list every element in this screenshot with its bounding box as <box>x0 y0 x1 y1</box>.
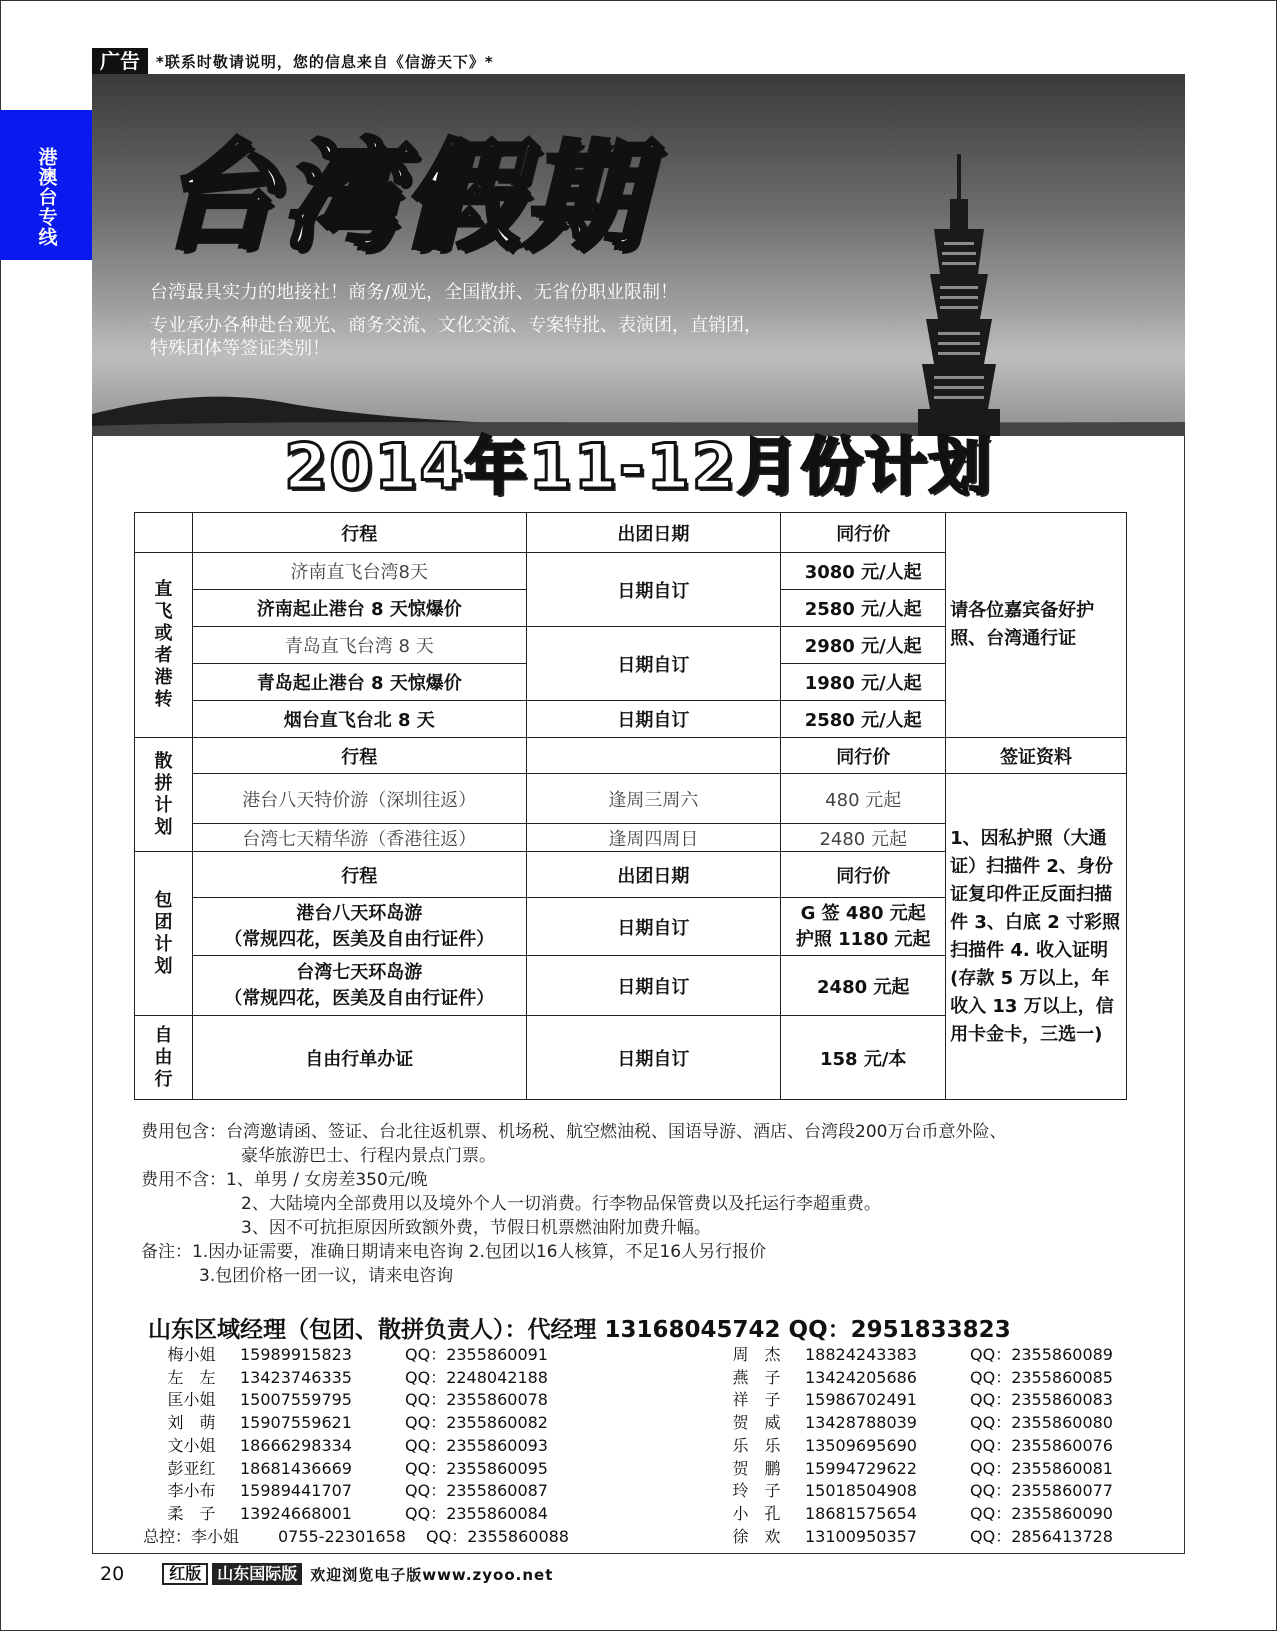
fee-include <box>141 1120 1181 1144</box>
banner <box>92 74 1185 436</box>
date-cell: 日期自订 <box>526 898 781 956</box>
remarks-label: 备注： <box>141 1242 192 1262</box>
remarks-text: 1.因办证需要，准确日期请来电咨询 2.包团以16人核算，不足16人另行报价 <box>192 1242 767 1262</box>
contact-qq: QQ：2355860083 <box>970 1390 1113 1410</box>
header-price: 同行价 <box>781 852 946 898</box>
price-cell: 2580 元/人起 <box>781 701 946 738</box>
category-charter-label: 包团计划 <box>154 889 173 977</box>
price-cell: 2480 元起 <box>781 824 946 852</box>
header-date: 出团日期 <box>526 513 781 553</box>
category-group-tour-label: 散拼计划 <box>154 750 173 838</box>
remarks-text-2: 3.包团价格一团一议，请来电咨询 <box>199 1266 454 1286</box>
category-free-label: 自由行 <box>154 1024 173 1090</box>
contact-name: 梅小姐 <box>167 1345 216 1364</box>
route-cell: 青岛起止港台 8 天惊爆价 <box>192 664 526 701</box>
contact-phone: 15018504908 <box>805 1481 917 1501</box>
contact-qq: QQ：2355860078 <box>405 1390 548 1410</box>
contact-row <box>708 1458 1113 1481</box>
contact-name: 贺 威 <box>732 1413 781 1433</box>
category-direct <box>135 553 193 738</box>
route-cell: 济南直飞台湾8天 <box>192 553 526 590</box>
header-price: 同行价 <box>781 513 946 553</box>
header-route: 行程 <box>192 738 526 774</box>
contact-phone: 13100950357 <box>805 1526 917 1546</box>
contact-qq: QQ：2355860080 <box>970 1413 1113 1433</box>
contact-qq: QQ：2355860087 <box>405 1481 548 1501</box>
contact-phone: 18824243383 <box>805 1345 917 1364</box>
contact-phone: 18681575654 <box>805 1503 917 1523</box>
passport-note: 请各位嘉宾备好护照、台湾通行证 <box>946 513 1127 738</box>
contact-phone: 13924668001 <box>240 1503 352 1523</box>
contact-qq: QQ：2355860091 <box>405 1345 548 1364</box>
price-cell: 1980 元/人起 <box>781 664 946 701</box>
date-cell: 日期自订 <box>526 627 781 701</box>
visa-requirements: 1、因私护照（大通证）扫描件 2、身份证复印件正反面扫描件 3、白底 2 寸彩照扫描件 4. 收入证明(存款 5 万以上，年收入 13 万以上，信用卡金卡，三选一) <box>946 774 1127 1100</box>
contact-name: 周 杰 <box>732 1345 781 1364</box>
header-route: 行程 <box>192 852 526 898</box>
header-route: 行程 <box>192 513 526 553</box>
price-line: G 签 480 元起 <box>800 902 926 924</box>
date-cell: 日期自订 <box>526 553 781 627</box>
contact-phone: 15007559795 <box>240 1390 352 1410</box>
contact-row <box>708 1435 1113 1458</box>
date-cell: 日期自订 <box>526 956 781 1016</box>
contact-name: 祥 子 <box>732 1390 781 1410</box>
tour-plan-table <box>134 512 1127 1100</box>
banner-title: 台湾假期 <box>158 127 647 265</box>
contact-phone: 13424205686 <box>805 1367 917 1387</box>
contact-row <box>143 1344 569 1367</box>
contact-phone: 13423746335 <box>240 1367 352 1387</box>
category-direct-label: 直飞或者港转 <box>154 579 173 710</box>
contact-phone: 0755-22301658 <box>278 1526 406 1546</box>
contact-phone: 15994729622 <box>805 1458 917 1478</box>
contact-qq: QQ：2355860090 <box>970 1503 1113 1523</box>
route-cell: 烟台直飞台北 8 天 <box>192 701 526 738</box>
contact-row <box>143 1367 569 1390</box>
route-cell <box>192 898 526 956</box>
contact-name: 柔 子 <box>167 1503 216 1523</box>
contact-name: 李小布 <box>167 1481 216 1501</box>
contact-phone: 15989441707 <box>240 1481 352 1501</box>
category-free <box>135 1016 193 1100</box>
fee-include-text: 台湾邀请函、签证、台北往返机票、机场税、航空燃油税、国语导游、酒店、台湾段200万台币意外险、 <box>226 1122 1007 1142</box>
header-date: 出团日期 <box>526 852 781 898</box>
table-header-row <box>135 738 1127 774</box>
page-number: 20 <box>100 1563 125 1585</box>
remarks <box>141 1240 1181 1264</box>
fee-include-label: 费用包含： <box>141 1122 226 1142</box>
contact-name: 燕 子 <box>732 1367 781 1387</box>
contact-qq: QQ：2355860088 <box>426 1526 569 1546</box>
contact-name: 总控：李小姐 <box>143 1526 240 1546</box>
route-cell: 港台八天特价游（深圳往返） <box>192 774 526 824</box>
fee-include-text-2: 豪华旅游巴士、行程内景点门票。 <box>241 1146 496 1166</box>
contact-row <box>143 1480 569 1503</box>
regional-manager: 山东区域经理（包团、散拼负责人）：代经理 13168045742 QQ：2951833823 <box>148 1317 1011 1343</box>
route-cell: 青岛直飞台湾 8 天 <box>192 627 526 664</box>
price-cell: 480 元起 <box>781 774 946 824</box>
contact-qq: QQ：2355860076 <box>970 1435 1113 1455</box>
category-charter <box>135 852 193 1016</box>
price-cell: 2480 元起 <box>781 956 946 1016</box>
contact-phone: 15986702491 <box>805 1390 917 1410</box>
contact-row <box>143 1458 569 1481</box>
empty-cell <box>526 738 781 774</box>
page-footer <box>100 1562 553 1586</box>
route-detail: （常规四花，医美及自由行证件） <box>224 928 495 950</box>
contact-name: 乐 乐 <box>732 1435 781 1455</box>
fee-exclude-label: 费用不含： <box>141 1170 226 1190</box>
contact-row <box>143 1435 569 1458</box>
ad-note: *联系时敬请说明，您的信息来自《信游天下》* <box>156 52 494 71</box>
contact-phone: 18666298334 <box>240 1435 352 1455</box>
price-cell: 2980 元/人起 <box>781 627 946 664</box>
banner-slogan: 台湾最具实力的地接社！商务/观光，全国散拼、无省份职业限制！ <box>150 282 679 303</box>
contact-list-right <box>708 1344 1113 1548</box>
fee-exclude-text: 1、单男 / 女房差350元/晚 <box>226 1170 428 1190</box>
date-cell: 日期自订 <box>526 1016 781 1100</box>
route-cell: 自由行单办证 <box>192 1016 526 1100</box>
contact-row <box>708 1503 1113 1526</box>
contact-qq: QQ：2355860085 <box>970 1367 1113 1387</box>
contact-row <box>708 1367 1113 1390</box>
price-cell: 158 元/本 <box>781 1016 946 1100</box>
contact-qq: QQ：2248042188 <box>405 1367 548 1387</box>
contact-name: 左 左 <box>167 1367 216 1387</box>
date-cell: 日期自订 <box>526 701 781 738</box>
contact-row <box>143 1389 569 1412</box>
table-row <box>135 774 1127 824</box>
route-detail: （常规四花，医美及自由行证件） <box>224 987 495 1009</box>
section-tab-label: 港澳台专线 <box>35 147 58 247</box>
ad-label: 广告 <box>92 48 148 74</box>
banner-services-line-2: 特殊团体等签证类别！ <box>150 338 330 359</box>
contact-row <box>143 1412 569 1435</box>
contact-list-left <box>143 1344 569 1548</box>
contact-name: 文小姐 <box>167 1435 216 1455</box>
contact-phone: 13428788039 <box>805 1413 917 1433</box>
header-price: 同行价 <box>781 738 946 774</box>
price-cell: 3080 元/人起 <box>781 553 946 590</box>
contact-qq: QQ：2355860093 <box>405 1435 548 1455</box>
date-cell: 逢周四周日 <box>526 824 781 852</box>
fee-exclude-text-2: 2、大陆境内全部费用以及境外个人一切消费。行李物品保管费以及托运行李超重费。 <box>241 1194 881 1214</box>
edition-shandong-badge: 山东国际版 <box>212 1563 302 1585</box>
empty-cell <box>135 513 193 553</box>
date-cell: 逢周三周六 <box>526 774 781 824</box>
contact-qq: QQ：2355860082 <box>405 1413 548 1433</box>
contact-row <box>708 1389 1113 1412</box>
table-header-row <box>135 513 1127 553</box>
header-visa: 签证资料 <box>946 738 1127 774</box>
contact-qq: QQ：2355860095 <box>405 1458 548 1478</box>
banner-services-line-1: 专业承办各种赴台观光、商务交流、文化交流、专案特批、表演团，直销团， <box>150 315 762 336</box>
contact-name: 玲 子 <box>732 1481 781 1501</box>
contact-row-director <box>143 1526 569 1549</box>
contact-row <box>143 1503 569 1526</box>
contact-qq: QQ：2355860089 <box>970 1345 1113 1364</box>
contact-phone: 18681436669 <box>240 1458 352 1478</box>
contact-row <box>708 1480 1113 1503</box>
category-group-tour <box>135 738 193 852</box>
contact-name: 徐 欢 <box>732 1526 781 1546</box>
contact-phone: 15907559621 <box>240 1413 352 1433</box>
price-cell: 2580 元/人起 <box>781 590 946 627</box>
route-cell: 台湾七天精华游（香港往返） <box>192 824 526 852</box>
contact-phone: 13509695690 <box>805 1435 917 1455</box>
route-cell: 济南起止港台 8 天惊爆价 <box>192 590 526 627</box>
contact-qq: QQ：2355860084 <box>405 1503 548 1523</box>
price-line: 护照 1180 元起 <box>795 928 931 950</box>
plan-title: 2014年11-12月份计划 <box>284 430 993 503</box>
contact-name: 匡小姐 <box>167 1390 216 1410</box>
contact-name: 彭亚红 <box>167 1458 216 1478</box>
ad-header <box>92 48 494 74</box>
contact-row <box>708 1344 1113 1367</box>
fee-exclude <box>141 1168 1181 1192</box>
contact-name: 小 孔 <box>732 1503 781 1523</box>
price-cell <box>781 898 946 956</box>
contact-name: 贺 鹏 <box>732 1458 781 1478</box>
section-tab <box>0 110 92 260</box>
fee-exclude-text-3: 3、因不可抗拒原因所致额外费，节假日机票燃油附加费升幅。 <box>241 1218 711 1238</box>
contact-name: 刘 萌 <box>167 1413 216 1433</box>
route-name: 港台八天环岛游 <box>296 902 423 924</box>
contact-qq: QQ：2856413728 <box>970 1526 1113 1546</box>
contact-phone: 15989915823 <box>240 1345 352 1364</box>
contact-row <box>708 1412 1113 1435</box>
route-name: 台湾七天环岛游 <box>296 961 423 983</box>
contact-qq: QQ：2355860077 <box>970 1481 1113 1501</box>
website-link[interactable]: 欢迎浏览电子版www.zyoo.net <box>310 1565 554 1584</box>
edition-red-badge: 红版 <box>162 1563 208 1585</box>
contact-qq: QQ：2355860081 <box>970 1458 1113 1478</box>
contact-row <box>708 1526 1113 1549</box>
route-cell <box>192 956 526 1016</box>
fee-details <box>141 1120 1181 1288</box>
